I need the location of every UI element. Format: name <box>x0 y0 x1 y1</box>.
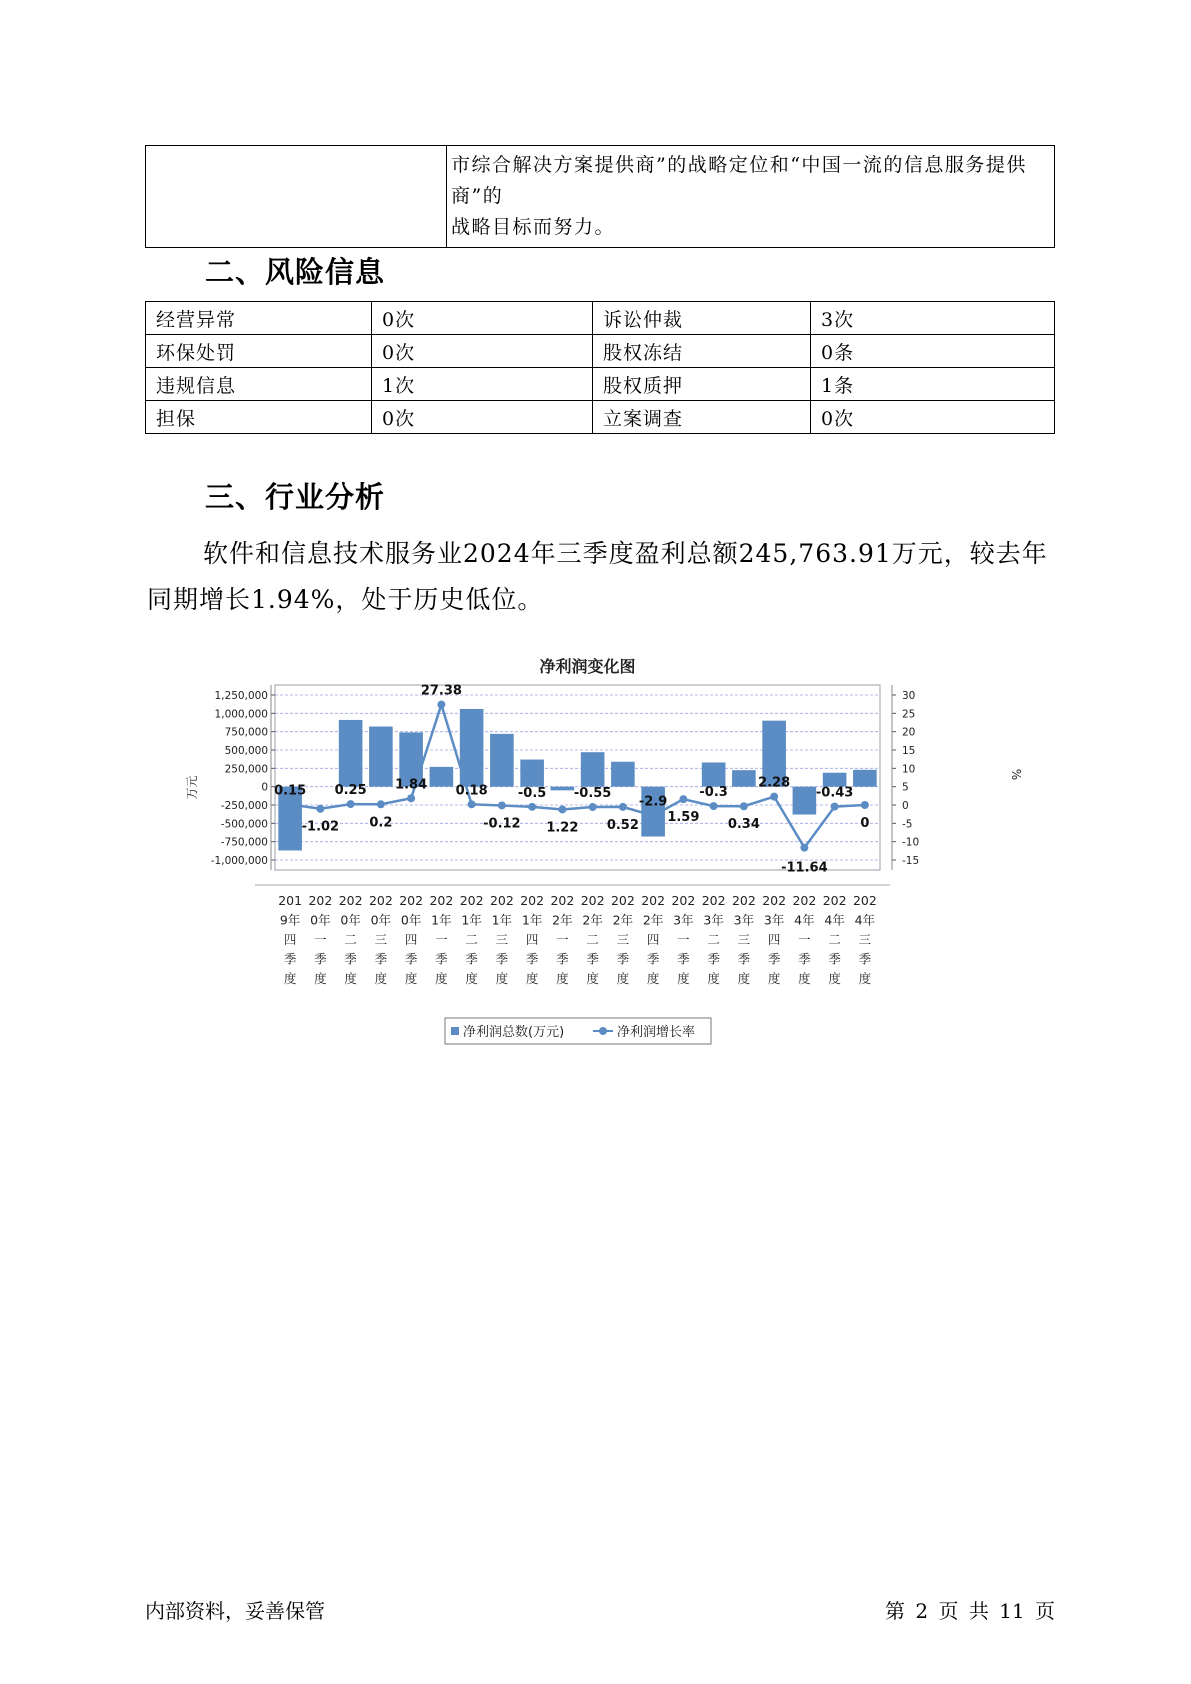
y-tick-label: 1,250,000 <box>214 690 268 702</box>
risk-label: 违规信息 <box>146 368 372 401</box>
risk-value: 0次 <box>372 401 593 434</box>
bar <box>823 773 847 787</box>
x-tick-label: 季 <box>858 951 872 967</box>
y2-axis-title: % <box>1009 768 1023 781</box>
x-tick-label: 202 <box>550 893 575 908</box>
growth-rate-point <box>347 800 355 808</box>
bar <box>611 762 635 787</box>
x-tick-label: 3年 <box>733 912 755 928</box>
x-tick-label: 3年 <box>673 912 694 928</box>
data-label: 0.52 <box>606 817 639 833</box>
risk-label: 经营异常 <box>146 302 372 335</box>
x-tick-label: 2年 <box>582 912 603 928</box>
x-tick-label: 季 <box>465 951 478 967</box>
x-tick-label: 季 <box>374 951 388 967</box>
x-tick-label: 季 <box>798 951 811 967</box>
growth-rate-point <box>498 801 506 809</box>
data-label: 0 <box>860 816 870 831</box>
growth-rate-point <box>589 803 597 811</box>
risk-label: 立案调查 <box>593 401 811 434</box>
data-label: -0.43 <box>815 785 854 801</box>
bar <box>369 727 393 787</box>
bar <box>853 770 877 787</box>
x-tick-label: 0年 <box>370 912 392 928</box>
x-tick-label: 度 <box>858 971 872 986</box>
chart-svg <box>180 650 1040 1100</box>
data-label: 2.28 <box>758 775 791 791</box>
x-tick-label: 度 <box>737 971 751 986</box>
y-tick-label: 0 <box>261 781 268 794</box>
x-tick-label: 三 <box>737 932 751 947</box>
x-tick-label: 202 <box>520 893 545 908</box>
x-tick-label: 202 <box>852 893 877 908</box>
data-label: 0.15 <box>274 783 307 799</box>
risk-label: 股权冻结 <box>593 335 811 368</box>
x-tick-label: 度 <box>465 971 478 986</box>
x-tick-label: 一 <box>435 932 448 947</box>
growth-rate-point <box>316 805 324 813</box>
growth-rate-point <box>831 803 839 811</box>
data-label: -0.5 <box>517 785 547 801</box>
data-label: 1.22 <box>546 820 579 836</box>
y-tick-label: -500,000 <box>220 818 268 831</box>
x-tick-label: 三 <box>374 932 388 947</box>
x-tick-label: 202 <box>338 893 363 908</box>
x-tick-label: 季 <box>344 951 357 967</box>
x-tick-label: 度 <box>677 971 690 986</box>
data-label: 27.38 <box>420 683 462 699</box>
intro-content-cell <box>447 146 1055 248</box>
x-tick-label: 1年 <box>431 912 452 928</box>
x-tick-label: 季 <box>646 951 660 967</box>
x-tick-label: 0年 <box>310 912 331 928</box>
x-tick-label: 季 <box>525 951 539 967</box>
x-tick-label: 度 <box>828 971 841 986</box>
bar <box>551 787 575 791</box>
x-tick-label: 度 <box>707 971 720 986</box>
y2-tick-label: 30 <box>902 690 916 702</box>
x-tick-label: 一 <box>677 932 690 947</box>
x-tick-label: 季 <box>737 951 751 967</box>
y2-tick-label: -5 <box>902 818 913 831</box>
x-tick-label: 二 <box>707 932 720 947</box>
x-tick-label: 季 <box>435 951 448 967</box>
growth-rate-point <box>558 805 566 813</box>
y2-tick-label: 5 <box>902 781 909 794</box>
x-tick-label: 四 <box>767 932 781 947</box>
intro-text-line: 战略目标而努力。 <box>451 216 616 238</box>
risk-value: 0次 <box>811 401 1055 434</box>
x-tick-label: 202 <box>610 893 635 908</box>
legend-line-marker <box>599 1027 607 1035</box>
footer-confidential-note: 内部资料，妥善保管 <box>145 1599 325 1623</box>
y2-tick-label: 0 <box>902 800 909 812</box>
risk-label: 诉讼仲裁 <box>593 302 811 335</box>
x-tick-label: 二 <box>465 932 478 947</box>
x-tick-label: 202 <box>399 893 424 908</box>
growth-rate-point <box>770 793 778 801</box>
y-tick-label: 250,000 <box>224 763 268 776</box>
y-tick-label: -750,000 <box>220 836 268 849</box>
x-tick-label: 202 <box>822 893 847 908</box>
data-label: 1.84 <box>395 777 428 793</box>
x-tick-label: 度 <box>344 971 357 986</box>
y-tick-label: -250,000 <box>220 800 268 812</box>
data-label: 0.2 <box>369 815 393 831</box>
x-tick-label: 1年 <box>461 912 482 928</box>
intro-label-cell <box>146 146 447 248</box>
x-tick-label: 度 <box>646 971 660 986</box>
footer-page-number: 第 2 页 共 11 页 <box>885 1599 1055 1623</box>
growth-rate-point <box>710 802 718 810</box>
x-tick-label: 202 <box>308 893 333 908</box>
x-tick-label: 季 <box>404 951 418 967</box>
x-tick-label: 季 <box>556 951 569 967</box>
legend-label: 净利润总数(万元) <box>463 1025 565 1040</box>
x-tick-label: 度 <box>586 971 599 986</box>
x-tick-label: 201 <box>278 893 303 908</box>
x-tick-label: 度 <box>525 971 539 986</box>
risk-value: 1条 <box>811 368 1055 401</box>
risk-value: 0条 <box>811 335 1055 368</box>
x-tick-label: 202 <box>489 893 514 908</box>
growth-rate-point <box>619 803 627 811</box>
data-label: -11.64 <box>781 860 828 876</box>
x-tick-label: 季 <box>495 951 509 967</box>
data-label: -0.3 <box>699 785 728 801</box>
growth-rate-point <box>649 812 657 820</box>
x-tick-label: 四 <box>283 932 297 947</box>
x-tick-label: 季 <box>677 951 690 967</box>
growth-rate-point <box>861 801 869 809</box>
growth-rate-point <box>740 802 748 810</box>
x-tick-label: 202 <box>580 893 605 908</box>
x-tick-label: 四 <box>404 932 418 947</box>
section-title-risk: 二、风险信息 <box>205 255 386 289</box>
x-tick-label: 一 <box>798 932 811 947</box>
x-tick-label: 度 <box>404 971 418 986</box>
risk-value: 1次 <box>372 368 593 401</box>
x-tick-label: 二 <box>586 932 599 947</box>
growth-rate-point <box>407 794 415 802</box>
bar <box>732 770 756 786</box>
bar <box>339 720 363 787</box>
x-tick-label: 9年 <box>279 912 301 928</box>
x-tick-label: 2年 <box>642 912 664 928</box>
x-tick-label: 202 <box>459 893 484 908</box>
bar <box>581 752 605 786</box>
table-row <box>146 401 1055 434</box>
x-tick-label: 季 <box>283 951 297 967</box>
risk-label: 担保 <box>146 401 372 434</box>
data-label: -0.12 <box>483 816 521 832</box>
bar <box>430 767 454 787</box>
x-tick-label: 度 <box>374 971 388 986</box>
legend-bar-swatch <box>451 1027 459 1035</box>
y2-tick-label: 15 <box>902 745 916 757</box>
data-label: -2.9 <box>638 794 668 810</box>
data-label: -0.55 <box>573 786 612 802</box>
x-tick-label: 季 <box>586 951 599 967</box>
x-tick-label: 四 <box>646 932 660 947</box>
risk-label: 股权质押 <box>593 368 811 401</box>
x-tick-label: 202 <box>701 893 726 908</box>
risk-value: 0次 <box>372 335 593 368</box>
x-tick-label: 0年 <box>400 912 422 928</box>
x-tick-label: 4年 <box>794 912 815 928</box>
section-title-industry: 三、行业分析 <box>205 480 386 514</box>
risk-value: 0次 <box>372 302 593 335</box>
x-tick-label: 2年 <box>612 912 634 928</box>
bar <box>702 762 726 786</box>
chart-title: 净利润变化图 <box>539 657 636 676</box>
table-row <box>146 368 1055 401</box>
data-label: 0.34 <box>727 817 760 833</box>
x-tick-label: 202 <box>368 893 393 908</box>
growth-rate-point <box>679 795 687 803</box>
company-intro-table <box>145 145 1055 248</box>
y2-tick-label: 10 <box>902 763 916 776</box>
x-tick-label: 202 <box>792 893 817 908</box>
legend-label: 净利润增长率 <box>617 1025 696 1040</box>
x-tick-label: 度 <box>798 971 811 986</box>
y2-tick-label: 25 <box>902 708 916 721</box>
risk-label: 环保处罚 <box>146 335 372 368</box>
x-tick-label: 3年 <box>763 912 785 928</box>
x-tick-label: 度 <box>616 971 630 986</box>
risk-info-table <box>145 301 1055 434</box>
growth-rate-point <box>377 800 385 808</box>
x-tick-label: 二 <box>344 932 357 947</box>
y-tick-label: -1,000,000 <box>210 855 268 867</box>
x-tick-label: 度 <box>556 971 569 986</box>
x-tick-label: 1年 <box>521 912 543 928</box>
x-tick-label: 一 <box>556 932 569 947</box>
y2-tick-label: -15 <box>902 855 920 867</box>
x-tick-label: 4年 <box>824 912 845 928</box>
x-tick-label: 度 <box>314 971 327 986</box>
growth-rate-point <box>286 800 294 808</box>
x-tick-label: 三 <box>858 932 872 947</box>
x-tick-label: 202 <box>671 893 696 908</box>
x-tick-label: 3年 <box>703 912 724 928</box>
y-tick-label: 500,000 <box>224 745 268 757</box>
x-tick-label: 1年 <box>491 912 513 928</box>
bar <box>490 734 514 787</box>
y2-tick-label: -10 <box>902 836 920 849</box>
x-tick-label: 202 <box>429 893 454 908</box>
x-tick-label: 4年 <box>854 912 876 928</box>
x-tick-label: 2年 <box>552 912 573 928</box>
table-row <box>146 335 1055 368</box>
x-tick-label: 季 <box>767 951 781 967</box>
data-label: 0.18 <box>455 783 488 799</box>
x-tick-label: 二 <box>828 932 841 947</box>
growth-rate-point <box>468 800 476 808</box>
x-tick-label: 季 <box>828 951 841 967</box>
x-tick-label: 202 <box>762 893 787 908</box>
x-tick-label: 202 <box>641 893 666 908</box>
data-label: -1.02 <box>301 819 340 835</box>
y-tick-label: 1,000,000 <box>214 708 268 721</box>
x-tick-label: 0年 <box>340 912 361 928</box>
table-row <box>146 302 1055 335</box>
bar <box>793 787 817 815</box>
data-label: 0.25 <box>334 783 367 799</box>
data-label: 1.59 <box>667 810 700 826</box>
x-tick-label: 三 <box>616 932 630 947</box>
x-tick-label: 季 <box>707 951 720 967</box>
x-tick-label: 度 <box>283 971 297 986</box>
x-tick-label: 三 <box>495 932 509 947</box>
net-profit-chart <box>180 650 1040 1100</box>
risk-value: 3次 <box>811 302 1055 335</box>
x-tick-label: 度 <box>767 971 781 986</box>
growth-rate-point <box>437 701 445 709</box>
x-tick-label: 季 <box>314 951 327 967</box>
x-tick-label: 度 <box>495 971 509 986</box>
y2-tick-label: 20 <box>902 726 916 739</box>
y-axis-title: 万元 <box>185 775 199 800</box>
x-tick-label: 度 <box>435 971 448 986</box>
y-tick-label: 750,000 <box>224 726 268 739</box>
industry-analysis-paragraph: 软件和信息技术服务业2024年三季度盈利总额245,763.91万元，较去年同期增长1.94%，处于历史低位。 <box>147 539 1048 614</box>
x-tick-label: 202 <box>731 893 756 908</box>
growth-rate-point <box>800 844 808 852</box>
x-tick-label: 四 <box>525 932 539 947</box>
bar <box>520 760 544 787</box>
x-tick-label: 季 <box>616 951 630 967</box>
intro-text-line: 市综合解决方案提供商”的战略定位和“中国一流的信息服务提供商”的 <box>451 154 1027 207</box>
x-tick-label: 一 <box>314 932 327 947</box>
growth-rate-point <box>528 803 536 811</box>
